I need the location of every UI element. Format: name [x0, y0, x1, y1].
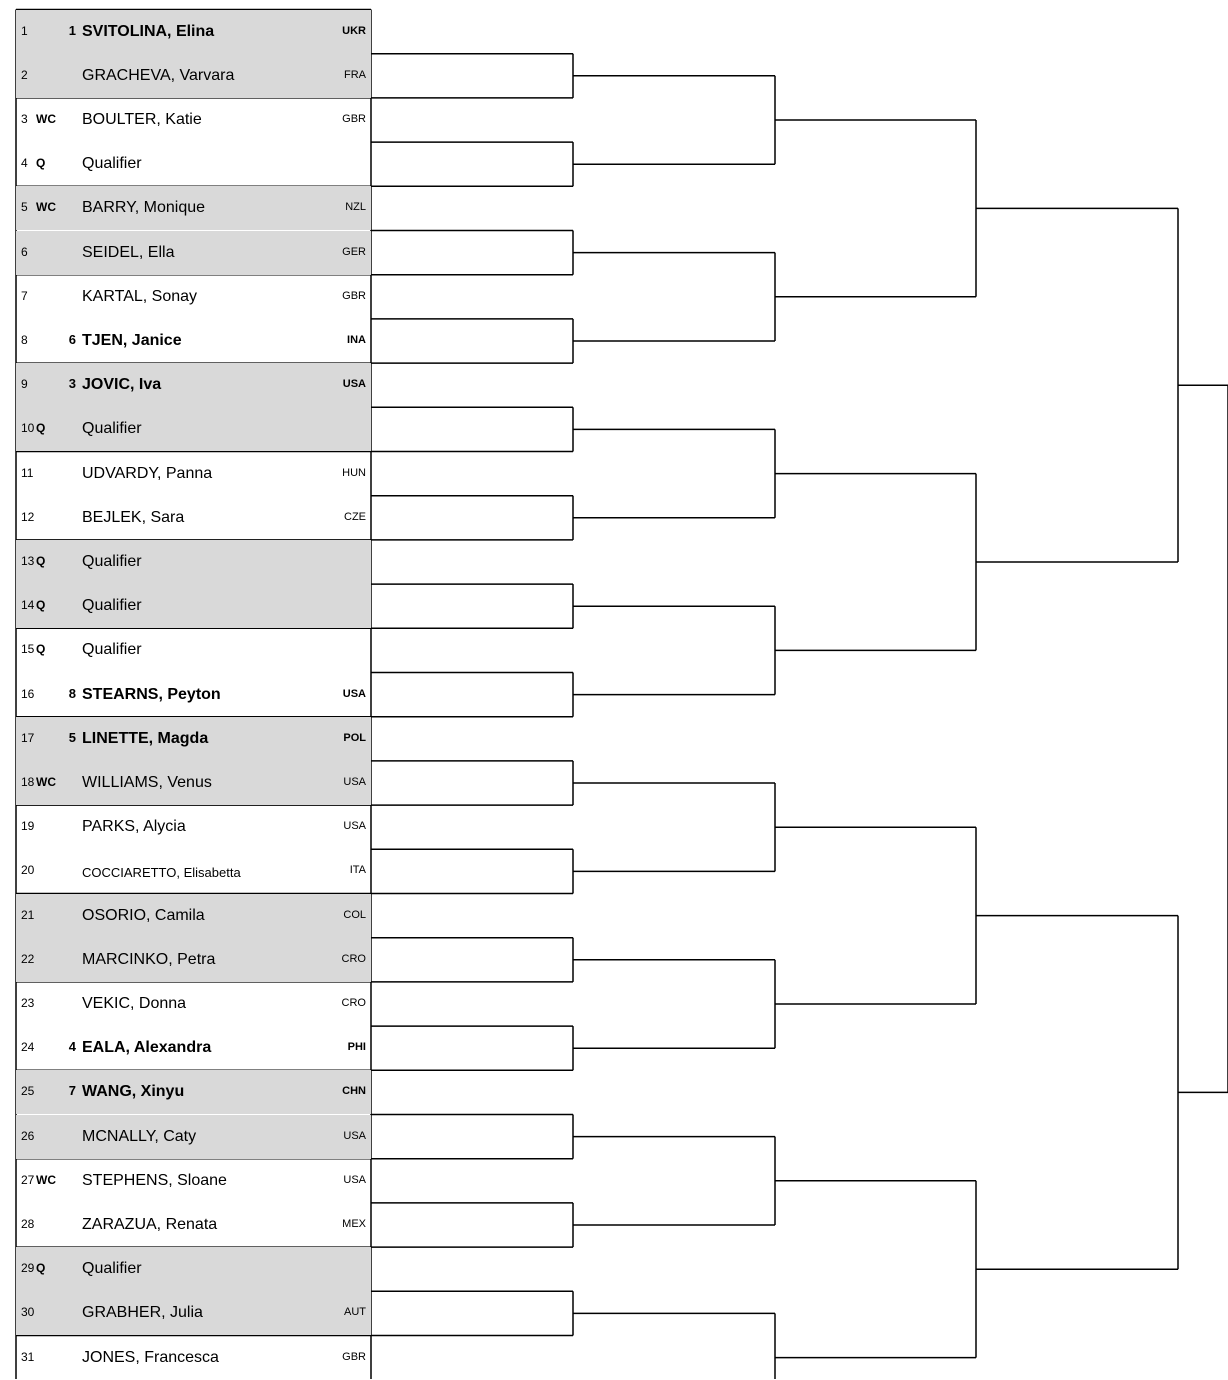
nationality: COL	[343, 908, 366, 921]
draw-position: 17	[21, 730, 35, 745]
seed-number: 5	[68, 729, 76, 745]
draw-row	[16, 894, 371, 938]
draw-row	[16, 849, 371, 893]
draw-row	[16, 761, 371, 805]
player-name[interactable]: WILLIAMS, Venus	[82, 773, 212, 791]
draw-position: 5	[21, 200, 28, 215]
draw-row	[16, 275, 371, 319]
draw-position: 26	[21, 1128, 35, 1143]
draw-row	[16, 231, 371, 275]
player-name[interactable]: STEPHENS, Sloane	[82, 1171, 227, 1189]
draw-row	[16, 142, 371, 186]
nationality: USA	[343, 1129, 366, 1142]
entry-status: WC	[36, 774, 56, 789]
entry-status: Q	[36, 421, 46, 436]
draw-row	[16, 1336, 371, 1380]
draw-row	[16, 496, 371, 540]
player-name[interactable]: LINETTE, Magda	[82, 729, 209, 747]
nationality: GBR	[342, 289, 366, 302]
nationality: NZL	[345, 201, 366, 214]
draw-row	[16, 1203, 371, 1247]
player-name[interactable]: PARKS, Alycia	[82, 818, 186, 836]
draw-position: 9	[21, 377, 28, 392]
draw-position: 27	[21, 1172, 35, 1187]
draw-position: 29	[21, 1261, 35, 1276]
draw-row	[16, 1159, 371, 1203]
nationality: UKR	[342, 24, 366, 37]
draw-row	[16, 1115, 371, 1159]
draw-row	[16, 673, 371, 717]
draw-position: 7	[21, 288, 28, 303]
player-name[interactable]: VEKIC, Donna	[82, 994, 187, 1012]
draw-position: 14	[21, 598, 35, 613]
draw-row	[16, 10, 371, 54]
player-name[interactable]: UDVARDY, Panna	[82, 464, 213, 482]
nationality: FRA	[344, 68, 366, 81]
nationality: CZE	[344, 510, 366, 523]
player-name[interactable]: EALA, Alexandra	[82, 1039, 212, 1057]
entry-status: Q	[36, 642, 46, 657]
player-name[interactable]: KARTAL, Sonay	[82, 287, 198, 305]
draw-position: 2	[21, 67, 28, 82]
draw-position: 20	[21, 863, 35, 878]
draw-row	[16, 186, 371, 230]
player-name[interactable]: Qualifier	[82, 155, 142, 173]
entry-status: Q	[36, 598, 46, 613]
draw-position: 22	[21, 951, 35, 966]
player-name[interactable]: GRACHEVA, Varvara	[82, 66, 235, 84]
draw-row	[16, 540, 371, 584]
entry-status: Q	[36, 1261, 46, 1276]
draw-position: 3	[21, 111, 28, 126]
player-name[interactable]: TJEN, Janice	[82, 331, 182, 349]
draw-position: 4	[21, 156, 28, 171]
draw-row	[16, 1026, 371, 1070]
draw-position: 25	[21, 1084, 35, 1099]
draw-position: 23	[21, 995, 35, 1010]
draw-position: 10	[21, 421, 35, 436]
entry-status: WC	[36, 111, 56, 126]
player-name[interactable]: BOULTER, Katie	[82, 110, 202, 128]
player-name[interactable]: SEIDEL, Ella	[82, 243, 175, 261]
player-name[interactable]: ZARAZUA, Renata	[82, 1215, 218, 1233]
player-name[interactable]: WANG, Xinyu	[82, 1083, 185, 1101]
draw-row	[16, 982, 371, 1026]
seed-number: 4	[68, 1039, 76, 1055]
player-name[interactable]: BARRY, Monique	[82, 199, 206, 217]
draw-position: 8	[21, 332, 28, 347]
draw-row	[16, 805, 371, 849]
draw-row	[16, 319, 371, 363]
draw-row	[16, 1291, 371, 1335]
nationality: PHI	[347, 1041, 366, 1054]
entry-status: Q	[36, 553, 46, 568]
draw-row	[16, 54, 371, 98]
nationality: HUN	[342, 466, 366, 479]
player-name[interactable]: SVITOLINA, Elina	[82, 22, 215, 40]
draw-row	[16, 717, 371, 761]
draw-row	[16, 452, 371, 496]
draw-position: 16	[21, 686, 35, 701]
draw-position: 24	[21, 1040, 35, 1055]
draw-position: 15	[21, 642, 35, 657]
nationality: MEX	[342, 1217, 366, 1230]
nationality: USA	[343, 820, 366, 833]
seed-number: 8	[68, 685, 76, 701]
draw-position: 12	[21, 509, 35, 524]
nationality: USA	[343, 1173, 366, 1186]
draw-row	[16, 1070, 371, 1114]
draw-position: 21	[21, 907, 35, 922]
player-name[interactable]: BEJLEK, Sara	[82, 508, 185, 526]
seed-number: 7	[68, 1083, 76, 1099]
draw-position: 28	[21, 1216, 35, 1231]
nationality: GBR	[342, 112, 366, 125]
nationality: USA	[342, 378, 366, 391]
player-name[interactable]: COCCIARETTO, Elisabetta	[82, 865, 241, 881]
nationality: POL	[343, 731, 366, 744]
draw-position: 6	[21, 244, 28, 259]
player-name[interactable]: Qualifier	[82, 597, 142, 615]
entry-status: WC	[36, 200, 56, 215]
player-name[interactable]: Qualifier	[82, 420, 142, 438]
draw-position: 19	[21, 819, 35, 834]
nationality: USA	[343, 775, 366, 788]
draw-row	[16, 1247, 371, 1291]
player-name[interactable]: OSORIO, Camila	[82, 906, 205, 924]
nationality: GER	[342, 245, 366, 258]
player-name[interactable]: JOVIC, Iva	[82, 376, 162, 394]
draw-position: 11	[21, 465, 34, 480]
seed-number: 6	[68, 331, 76, 347]
nationality: GBR	[342, 1350, 366, 1363]
player-name[interactable]: MCNALLY, Caty	[82, 1127, 197, 1145]
player-name[interactable]: Qualifier	[82, 552, 142, 570]
draw-position: 18	[21, 774, 35, 789]
player-name[interactable]: STEARNS, Peyton	[82, 685, 221, 703]
player-name[interactable]: MARCINKO, Petra	[82, 950, 216, 968]
draw-position: 31	[21, 1349, 35, 1364]
player-name[interactable]: JONES, Francesca	[82, 1348, 219, 1366]
entry-status: Q	[36, 156, 46, 171]
entry-status: WC	[36, 1172, 56, 1187]
player-name[interactable]: Qualifier	[82, 641, 142, 659]
nationality: CHN	[342, 1085, 366, 1098]
player-name[interactable]: Qualifier	[82, 1260, 142, 1278]
draw-row	[16, 98, 371, 142]
draw-row	[16, 407, 371, 451]
nationality: AUT	[344, 1306, 366, 1319]
nationality: USA	[342, 687, 366, 700]
nationality: CRO	[341, 952, 366, 965]
nationality: INA	[347, 333, 366, 346]
player-name[interactable]: GRABHER, Julia	[82, 1304, 203, 1322]
draw-row	[16, 584, 371, 628]
seed-number: 3	[68, 376, 76, 392]
nationality: ITA	[349, 864, 366, 877]
nationality: CRO	[341, 996, 366, 1009]
draw-row	[16, 938, 371, 982]
draw-row	[16, 628, 371, 672]
draw-position: 30	[21, 1305, 35, 1320]
seed-number: 1	[68, 22, 76, 38]
draw-position: 1	[21, 23, 28, 38]
draw-row	[16, 363, 371, 407]
draw-position: 13	[21, 553, 35, 568]
